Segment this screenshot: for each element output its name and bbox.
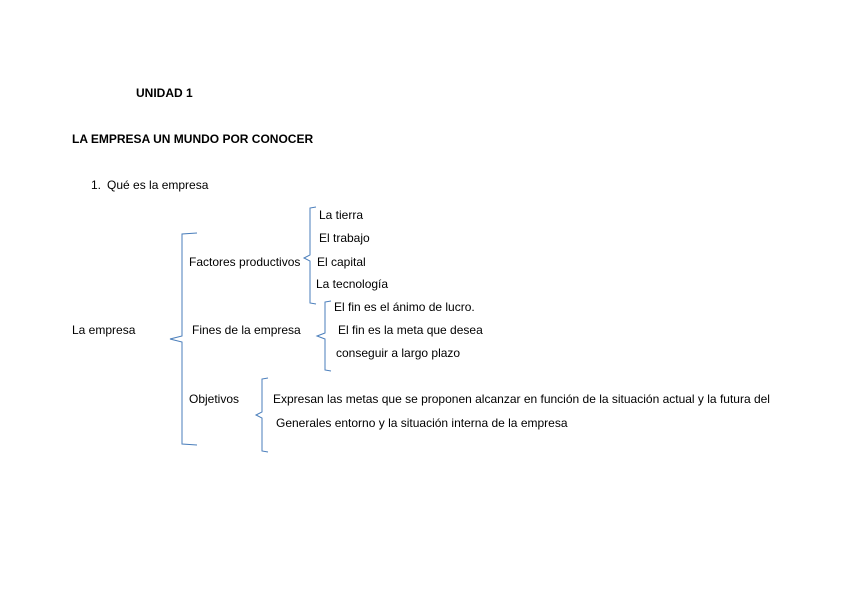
page-title: LA EMPRESA UN MUNDO POR CONOCER (72, 132, 314, 146)
branch-item: El capital (317, 255, 366, 269)
branch-item: Expresan las metas que se proponen alcanzar en función de la situación actual y la futura del (273, 392, 770, 406)
factores-bracket (304, 207, 316, 304)
branch-item: El fin es la meta que desea (338, 323, 483, 337)
branch-label-factores: Factores productivos (189, 255, 301, 269)
branch-item: La tecnología (316, 277, 389, 291)
list-number: 1. (91, 178, 102, 192)
root-node: La empresa (72, 323, 136, 337)
branch-item: El trabajo (319, 231, 370, 245)
list-item: Qué es la empresa (107, 178, 209, 192)
branch-label-fines: Fines de la empresa (192, 323, 301, 337)
fines-bracket (317, 301, 331, 371)
branch-item: La tierra (319, 208, 364, 222)
branch-item: El fin es el ánimo de lucro. (334, 300, 475, 314)
main-bracket (170, 233, 197, 445)
unit-heading: UNIDAD 1 (136, 86, 193, 100)
branch-label-objetivos: Objetivos (189, 392, 240, 406)
branch-item: conseguir a largo plazo (336, 346, 461, 360)
objetivos-bracket (256, 378, 268, 452)
branch-item: Generales entorno y la situación interna de la empresa (276, 416, 568, 430)
